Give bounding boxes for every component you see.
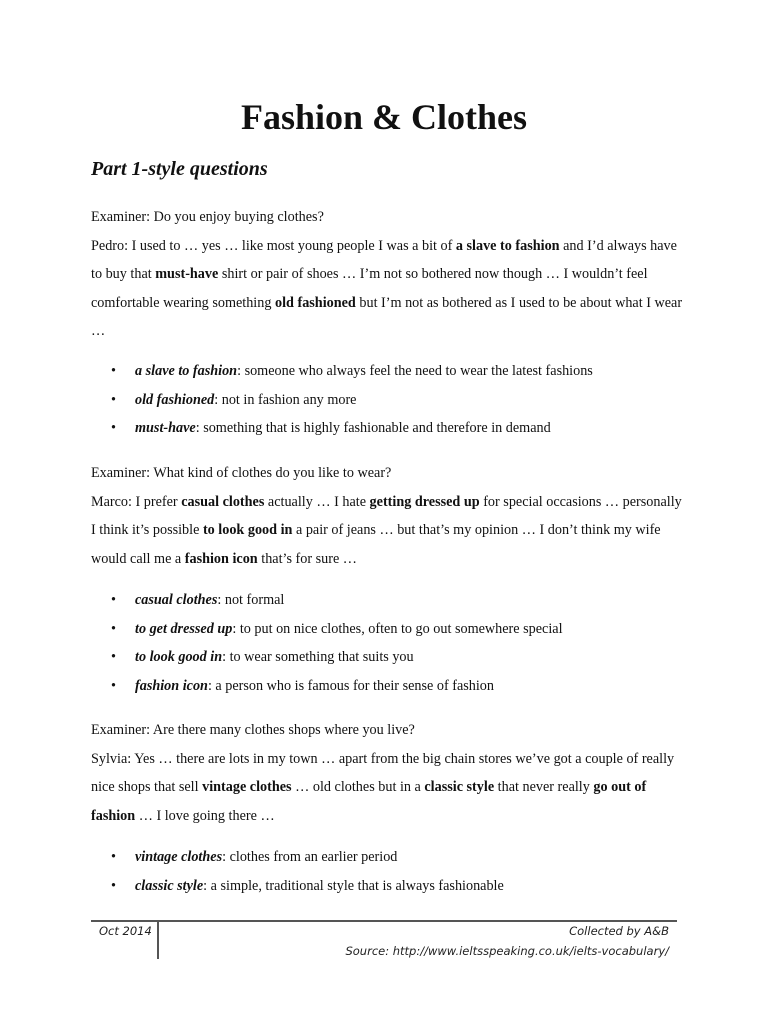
vocabulary-item [111, 643, 671, 672]
answer-text: … old clothes but in a [291, 779, 425, 795]
footer-source: Source: http://www.ieltsspeaking.co.uk/ielts-vocabulary/ [345, 944, 669, 958]
answer-text: that never really [494, 779, 594, 795]
answer-text: Marco: I prefer [91, 493, 182, 510]
footer-separator [157, 921, 159, 959]
vocabulary-term: casual clothes [135, 592, 218, 608]
examiner-question: Examiner: Do you enjoy buying clothes? [91, 209, 324, 225]
bullet-icon: • [111, 620, 116, 637]
bullet-icon: • [111, 649, 116, 665]
vocabulary-list-2 [111, 586, 671, 700]
key-phrase: classic style [424, 779, 495, 795]
key-phrase: vintage clothes [202, 779, 292, 795]
candidate-answer [91, 745, 683, 831]
vocabulary-definition: : to wear something that suits you [222, 649, 414, 665]
vocabulary-term: to look good in [135, 649, 223, 665]
vocabulary-list-3 [111, 843, 671, 900]
answer-text: a pair of jeans … but that’s my opinion … I don’t think my wife would call me a [91, 522, 661, 567]
bullet-icon: • [111, 420, 116, 436]
vocabulary-definition: : not formal [217, 592, 285, 608]
vocabulary-item [111, 386, 671, 415]
answer-text: for special occasions … personally I think it’s possible [91, 493, 682, 538]
answer-text: and I’d always have to buy that [91, 237, 677, 282]
document-title: Fashion & Clothes [240, 97, 528, 137]
section-heading: Part 1-style questions [91, 158, 268, 180]
bullet-icon: • [111, 677, 116, 694]
answer-text: shirt or pair of shoes … I’m not so bothered now though … I wouldn’t feel comfortable wearing something [91, 266, 648, 311]
vocabulary-term: classic style [135, 877, 204, 894]
vocabulary-item [111, 586, 671, 615]
bullet-icon: • [111, 877, 116, 894]
key-phrase: go out of fashion [91, 779, 647, 824]
examiner-question: Examiner: Are there many clothes shops where you live? [91, 722, 415, 738]
key-phrase: fashion icon [184, 550, 258, 567]
answer-text: but I’m not as bothered as I used to be about what I wear … [91, 294, 683, 339]
vocabulary-definition: : a person who is famous for their sense of fashion [207, 677, 494, 694]
vocabulary-item [111, 414, 671, 443]
vocabulary-definition: : not in fashion any more [214, 391, 357, 408]
vocabulary-item [111, 357, 671, 386]
vocabulary-item [111, 615, 671, 644]
vocabulary-term: must-have [135, 420, 196, 436]
answer-text: that’s for sure … [257, 550, 357, 567]
answer-text: … I love going there … [135, 807, 275, 824]
vocabulary-item [111, 843, 671, 872]
vocabulary-term: vintage clothes [135, 849, 223, 865]
bullet-icon: • [111, 363, 116, 379]
footer-collected-by: Collected by A&B [569, 924, 669, 938]
key-phrase: getting dressed up [369, 493, 480, 510]
answer-text: actually … I hate [264, 493, 370, 510]
vocabulary-item [111, 672, 671, 701]
vocabulary-definition: : something that is highly fashionable and therefore in demand [195, 420, 551, 436]
vocabulary-definition: : clothes from an earlier period [222, 849, 398, 865]
key-phrase: a slave to fashion [455, 237, 560, 254]
bullet-icon: • [111, 391, 116, 408]
candidate-answer [91, 232, 683, 346]
vocabulary-definition: : a simple, traditional style that is always fashionable [203, 877, 504, 894]
examiner-question: Examiner: What kind of clothes do you like to wear? [91, 465, 392, 481]
bullet-icon: • [111, 592, 116, 608]
bullet-icon: • [111, 849, 116, 865]
vocabulary-list-1 [111, 357, 671, 443]
answer-text: Sylvia: Yes … there are lots in my town … apart from the big chain stores we’ve got a couple of really nice shops that sell [91, 750, 675, 795]
vocabulary-definition: : to put on nice clothes, often to go out somewhere special [232, 620, 563, 637]
vocabulary-definition: : someone who always feel the need to wear the latest fashions [237, 363, 593, 379]
dialogue-block-2 [91, 459, 683, 573]
vocabulary-term: old fashioned [135, 391, 215, 408]
footer-divider [91, 920, 677, 922]
key-phrase: must-have [155, 266, 219, 282]
vocabulary-item [111, 872, 671, 901]
key-phrase: casual clothes [181, 493, 265, 510]
answer-text: Pedro: I used to … yes … like most young people I was a bit of [91, 237, 456, 254]
vocabulary-term: to get dressed up [135, 620, 233, 637]
vocabulary-term: a slave to fashion [135, 363, 238, 379]
dialogue-block-3 [91, 716, 683, 830]
key-phrase: old fashioned [275, 294, 356, 311]
key-phrase: to look good in [202, 522, 293, 538]
dialogue-block-1 [91, 203, 683, 346]
footer-date: Oct 2014 [99, 924, 152, 938]
vocabulary-term: fashion icon [135, 677, 208, 694]
candidate-answer [91, 488, 683, 574]
